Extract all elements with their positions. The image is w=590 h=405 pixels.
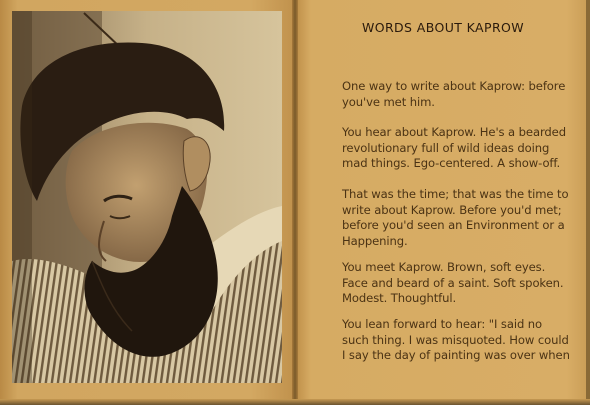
text-line: mad things. Ego-centered. A show-off. [342,156,561,170]
text-line: such thing. I was misquoted. How could [342,332,569,347]
text-line: One way to write about Kaprow: before [342,79,566,93]
text-line: Face and beard of a saint. Soft spoken. [342,275,564,290]
paragraph-5 [342,317,578,364]
page-title: WORDS ABOUT KAPROW [361,20,525,35]
paragraph-4 [342,260,578,307]
page-edge [586,0,590,405]
text-line: You hear about Kaprow. He's a bearded [342,125,566,139]
text-line: You lean forward to hear: "I said no [342,317,543,331]
text-line: before you'd seen an Environment or a [342,218,565,232]
text-line: Happening. [342,233,408,248]
page-edge-bottom [0,399,590,405]
text-line: you've met him. [342,94,435,109]
portrait-photo [12,11,282,383]
text-line: revolutionary full of wild ideas doing [342,140,550,155]
paragraph-3 [342,187,578,249]
text-line: write about Kaprow. Before you'd met; [342,202,562,217]
text-line: Modest. Thoughtful. [342,291,457,305]
text-line: You meet Kaprow. Brown, soft eyes. [342,260,546,274]
text-line: I say the day of painting was over when [342,348,570,362]
paragraph-2 [342,125,578,172]
page-gutter [292,0,298,405]
paragraph-1 [342,79,578,110]
text-line: That was the time; that was the time to [342,187,569,201]
